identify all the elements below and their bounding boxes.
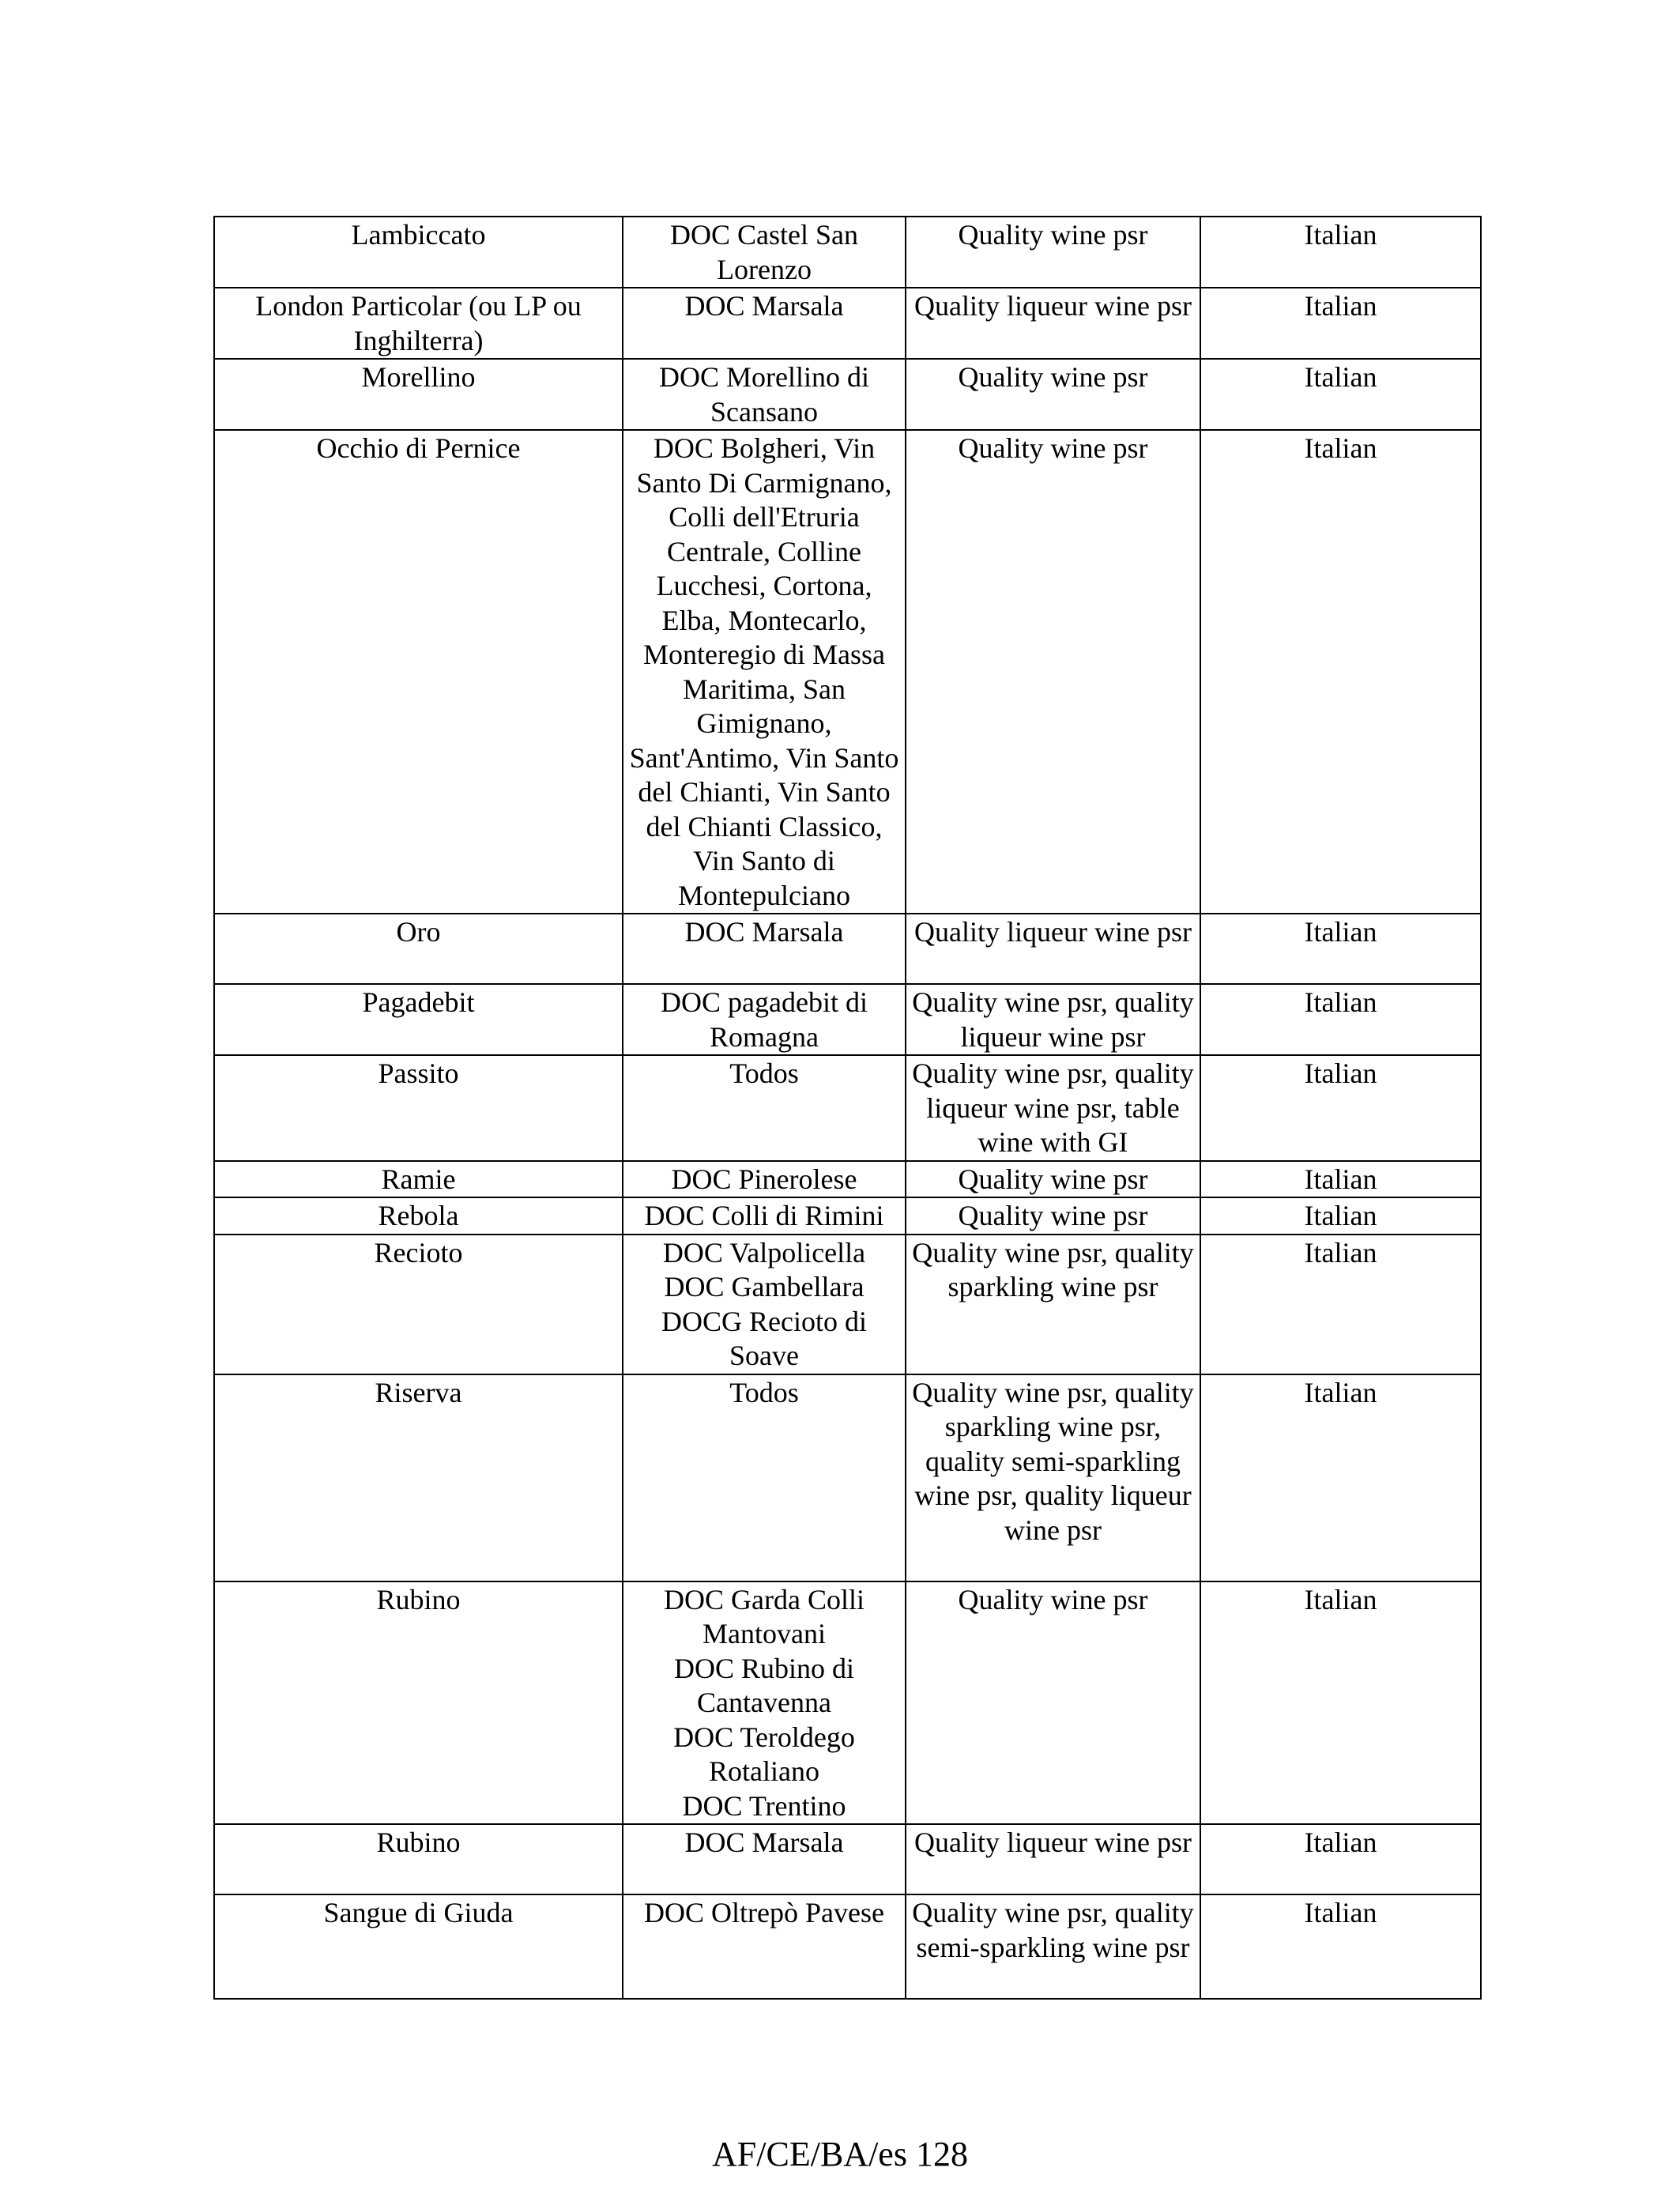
category-cell: Quality liqueur wine psr (906, 288, 1200, 359)
page-footer: AF/CE/BA/es 128 (712, 2135, 968, 2173)
term-cell: Lambiccato (214, 217, 623, 288)
designation-cell: DOC Bolgheri, Vin Santo Di Carmignano, Colli dell'Etruria Centrale, Colline Lucchesi, Cortona, Elba, Montecarlo, Monteregio di Massa Maritima, San Gimignano, Sant'Antimo, Vin Santo del Chianti, Vin Santo del Chianti Classico, Vin Santo di Montepulciano (623, 430, 906, 914)
designation-cell: DOC pagadebit di Romagna (623, 984, 906, 1055)
table-row (214, 1161, 1481, 1198)
table-row (214, 914, 1481, 984)
language-cell: Italian (1200, 1161, 1481, 1198)
table-row (214, 288, 1481, 359)
category-cell: Quality wine psr, quality liqueur wine psr, table wine with GI (906, 1055, 1200, 1161)
language-cell: Italian (1200, 217, 1481, 288)
category-cell: Quality liqueur wine psr (906, 914, 1200, 984)
table-row (214, 359, 1481, 430)
term-cell: Riserva (214, 1374, 623, 1581)
table-row (214, 1235, 1481, 1374)
language-cell: Italian (1200, 359, 1481, 430)
language-cell: Italian (1200, 1235, 1481, 1374)
category-cell: Quality wine psr (906, 217, 1200, 288)
category-cell: Quality wine psr, quality sparkling wine psr, quality semi-sparkling wine psr, quality liqueur wine psr (906, 1374, 1200, 1581)
table-row (214, 217, 1481, 288)
term-cell: Occhio di Pernice (214, 430, 623, 914)
table-row (214, 1581, 1481, 1825)
table-row (214, 1197, 1481, 1235)
wine-terms-table (213, 216, 1482, 2000)
designation-cell: Todos (623, 1374, 906, 1581)
category-cell: Quality liqueur wine psr (906, 1824, 1200, 1894)
term-cell: Sangue di Giuda (214, 1894, 623, 1999)
category-cell: Quality wine psr (906, 1581, 1200, 1825)
designation-cell: Todos (623, 1055, 906, 1161)
language-cell: Italian (1200, 1581, 1481, 1825)
term-cell: Rubino (214, 1581, 623, 1825)
term-cell: Passito (214, 1055, 623, 1161)
category-cell: Quality wine psr (906, 430, 1200, 914)
designation-cell: DOC Morellino di Scansano (623, 359, 906, 430)
table-row (214, 1894, 1481, 1999)
table-row (214, 1824, 1481, 1894)
term-cell: London Particolar (ou LP ou Inghilterra) (214, 288, 623, 359)
term-cell: Rebola (214, 1197, 623, 1235)
language-cell: Italian (1200, 1197, 1481, 1235)
table-row (214, 1055, 1481, 1161)
designation-cell: DOC Marsala (623, 1824, 906, 1894)
table-row (214, 430, 1481, 914)
language-cell: Italian (1200, 430, 1481, 914)
language-cell: Italian (1200, 1894, 1481, 1999)
language-cell: Italian (1200, 914, 1481, 984)
language-cell: Italian (1200, 1824, 1481, 1894)
designation-cell: DOC Castel San Lorenzo (623, 217, 906, 288)
language-cell: Italian (1200, 288, 1481, 359)
category-cell: Quality wine psr, quality sparkling wine psr (906, 1235, 1200, 1374)
designation-cell: DOC Garda Colli Mantovani DOC Rubino di Cantavenna DOC Teroldego Rotaliano DOC Trentino (623, 1581, 906, 1825)
term-cell: Ramie (214, 1161, 623, 1198)
language-cell: Italian (1200, 1055, 1481, 1161)
designation-cell: DOC Marsala (623, 288, 906, 359)
table-row (214, 984, 1481, 1055)
designation-cell: DOC Marsala (623, 914, 906, 984)
designation-cell: DOC Valpolicella DOC Gambellara DOCG Recioto di Soave (623, 1235, 906, 1374)
table-row (214, 1374, 1481, 1581)
designation-cell: DOC Colli di Rimini (623, 1197, 906, 1235)
category-cell: Quality wine psr (906, 1161, 1200, 1198)
term-cell: Morellino (214, 359, 623, 430)
designation-cell: DOC Pinerolese (623, 1161, 906, 1198)
term-cell: Pagadebit (214, 984, 623, 1055)
term-cell: Oro (214, 914, 623, 984)
category-cell: Quality wine psr, quality liqueur wine psr (906, 984, 1200, 1055)
designation-cell: DOC Oltrepò Pavese (623, 1894, 906, 1999)
category-cell: Quality wine psr (906, 359, 1200, 430)
category-cell: Quality wine psr, quality semi-sparkling wine psr (906, 1894, 1200, 1999)
language-cell: Italian (1200, 984, 1481, 1055)
term-cell: Rubino (214, 1824, 623, 1894)
category-cell: Quality wine psr (906, 1197, 1200, 1235)
language-cell: Italian (1200, 1374, 1481, 1581)
term-cell: Recioto (214, 1235, 623, 1374)
